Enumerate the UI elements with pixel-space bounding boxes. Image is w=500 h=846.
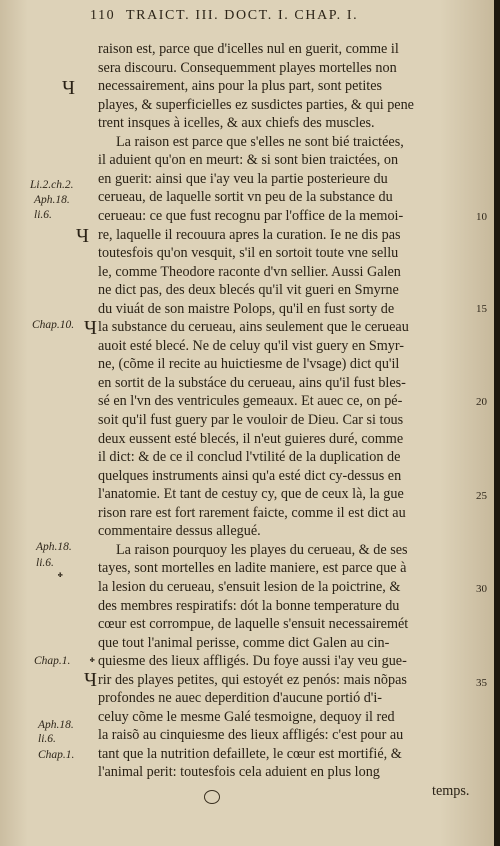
text-line: playes, & superficielles ez susdictes parties, & qui pene <box>98 96 414 113</box>
text-line: La raison est parce que s'elles ne sont bié traictées, <box>116 133 404 150</box>
running-title: TRAICT. III. DOCT. I. CHAP. I. <box>126 8 359 23</box>
margin-note-aph18-c: Aph.18. <box>38 719 74 731</box>
cross-mark-icon: ᛭ <box>56 569 65 584</box>
text-line: La raison pourquoy les playes du cerueau, & de ses <box>116 541 408 558</box>
text-line: il dict: & de ce il conclud l'vtilité de la duplication de <box>98 449 401 466</box>
text-line: rison rare est fort rarement faicte, comme il est dict au <box>98 504 406 521</box>
text-line: du viuát de son maistre Polops, qu'il en fust sorty de <box>98 300 395 317</box>
text-line: soit qu'il fust guery par le vouloir de Dieu. Car si tous <box>98 412 404 428</box>
text-line: cerueau, de laquelle sortit vn peu de la substance du <box>98 189 393 206</box>
printer-ornament-icon <box>204 790 220 804</box>
margin-note-li6-b: li.6. <box>36 557 54 569</box>
margin-note-li6: li.6. <box>34 209 52 221</box>
margin-note-li2-ch2: Li.2.ch.2. <box>30 179 74 191</box>
line-number-10: 10 <box>476 211 487 223</box>
text-line: quelques instruments ainsi qu'a esté dict cy-dessus en <box>98 467 402 484</box>
text-line: que tout l'animal perisse, comme dict Galen au cin- <box>98 634 390 651</box>
text-line: des membres respiratifs: dót la bonne temperature du <box>98 597 400 614</box>
pilcrow-mark-icon: Ч <box>62 77 75 99</box>
margin-note-chap1: Chap.1. <box>34 655 71 667</box>
text-line: temps. <box>432 783 470 799</box>
pilcrow-mark-icon: Ч <box>76 225 89 247</box>
running-header <box>0 8 494 30</box>
text-line: trent insques à icelles, & aux chiefs des muscles. <box>98 115 375 132</box>
text-line: profondes ne auec deperdition d'aucune portió d'i- <box>98 690 383 707</box>
text-line: quiesme des lieux affligés. Du foye aussi i'ay veu gue- <box>98 653 407 670</box>
text-line: tant que la nutrition defaillete, le cœur est mortifié, & <box>98 745 402 762</box>
text-line: necessairement, ains pour la plus part, sont petites <box>98 78 383 95</box>
text-line: la lesion du cerueau, s'ensuit lesion de la poictrine, & <box>98 578 401 595</box>
margin-note-chap1-b: Chap.1. <box>38 749 75 761</box>
text-line: le, comme Theodore raconte d'vn sellier. Aussi Galen <box>98 263 401 280</box>
text-line: commentaire dessus allegué. <box>98 523 261 540</box>
text-line: raison est, parce que d'icelles nul en guerit, comme il <box>98 41 399 57</box>
line-number-35: 35 <box>476 677 487 689</box>
margin-note-chap10: Chap.10. <box>32 319 75 331</box>
line-number-20: 20 <box>476 396 487 408</box>
text-line: ne, (cõme il recite au huictiesme de l'vsage) dict qu'il <box>98 356 400 373</box>
text-line: l'anatomie. Et tant de cestuy cy, que de ceux là, la gue <box>98 486 404 503</box>
text-line: celuy cõme le mesme Galé tesmoigne, dequoy il red <box>98 708 395 725</box>
margin-note-aph18-b: Aph.18. <box>36 541 72 553</box>
text-line: rir des playes petites, qui estoyét ez penós: mais nõpas <box>98 671 407 688</box>
line-number-25: 25 <box>476 490 487 502</box>
cross-mark-icon: ᛭ <box>88 654 97 669</box>
text-line: l'animal perit: toutesfois cela aduient en plus long <box>98 764 380 781</box>
text-line: toutesfois qu'on vesquit, s'il en sortoit toute vne sellu <box>98 245 399 262</box>
text-line: cœur est corrompue, de laquelle s'ensuit necessairemét <box>98 616 409 633</box>
text-line: sé en l'vn des ventricules gemeaux. Et auec ce, on pé- <box>98 393 403 410</box>
pilcrow-mark-icon: Ч <box>84 317 97 339</box>
text-line: la raisõ au cinquiesme des lieux affligés: c'est pour au <box>98 727 404 744</box>
margin-note-aph18: Aph.18. <box>34 194 70 206</box>
book-edge <box>494 0 500 846</box>
text-line: en guerit: ainsi que i'ay veu la partie posterieure du <box>98 170 388 187</box>
page-number: 110 <box>90 8 116 23</box>
text-line: en sortit de la substáce du cerueau, ains qu'il fust bles- <box>98 374 406 391</box>
text-line: auoit esté blecé. Ne de celuy qu'il vist guery en Smyr- <box>98 337 405 354</box>
pilcrow-mark-icon: Ч <box>84 669 97 691</box>
line-number-30: 30 <box>476 583 487 595</box>
text-line: il aduient qu'on en meurt: & si sont bien traictées, on <box>98 152 399 169</box>
line-number-15: 15 <box>476 303 487 315</box>
text-line: re, laquelle il recouura apres la curation. Ie ne dis pas <box>98 226 401 243</box>
text-line: sera discouru. Consequemment playes mortelles non <box>98 59 397 76</box>
margin-note-li6-c: li.6. <box>38 733 56 745</box>
text-line: cerueau: ce que fust recognu par l'office de la memoi- <box>98 207 404 224</box>
text-line: ne dict pas, des deux blecés qu'il vit gueri en Smyrne <box>98 282 399 299</box>
text-line: deux eussent esté blecés, il n'eut guieres duré, comme <box>98 430 404 447</box>
text-line: tayes, sont mortelles en ladite maniere, est parce que à <box>98 560 407 577</box>
text-line: la substance du cerueau, ains seulement que le cerueau <box>98 319 409 336</box>
